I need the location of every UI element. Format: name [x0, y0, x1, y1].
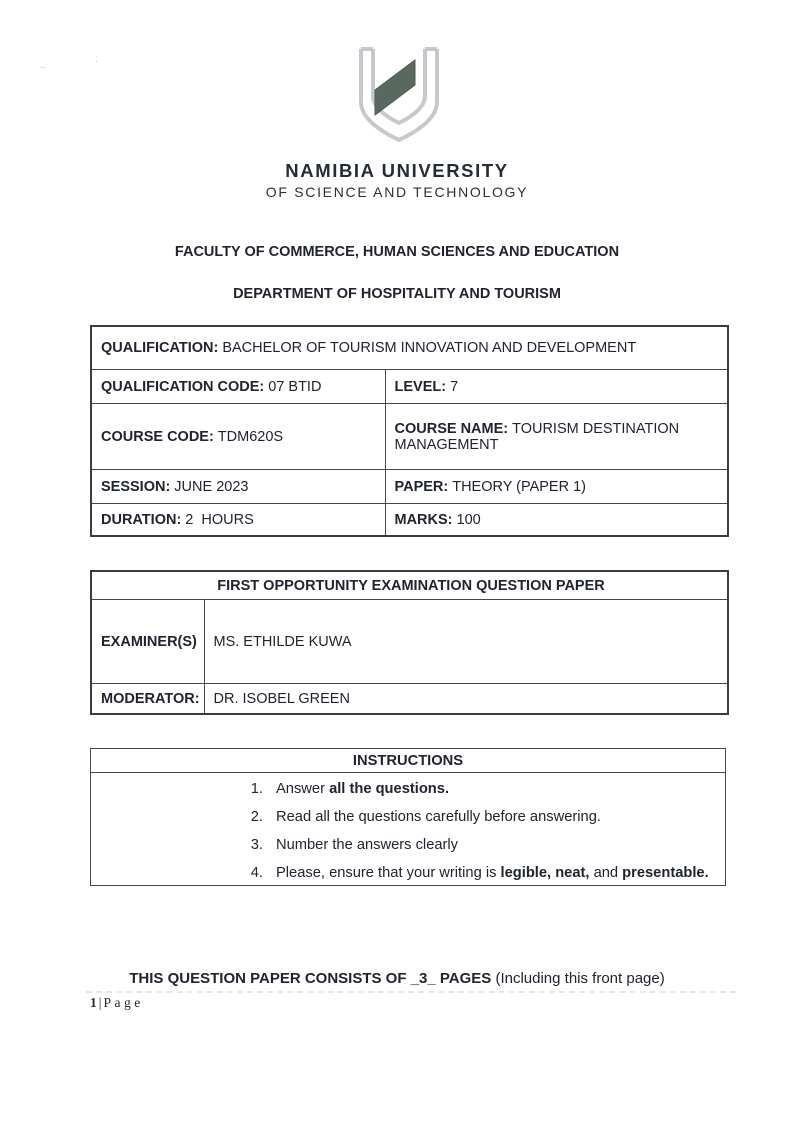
- instruction-number: 4.: [250, 865, 263, 881]
- paper-label: PAPER:: [394, 478, 449, 495]
- duration-cell: [91, 504, 385, 537]
- instruction-text: Read all the questions carefully before answering.: [276, 809, 601, 825]
- university-name: NAMIBIA UNIVERSITY: [285, 160, 509, 181]
- exam-paper-title: FIRST OPPORTUNITY EXAMINATION QUESTION PAPER: [217, 577, 605, 594]
- instruction-text: Number the answers clearly: [276, 837, 459, 853]
- qualification-label: QUALIFICATION:: [101, 340, 219, 356]
- page-count-note-regular: (Including this front page): [491, 970, 665, 987]
- examiner-value: MS. ETHILDE KUWA: [213, 633, 352, 650]
- qualification-code-cell: [91, 370, 385, 404]
- instruction-item: [241, 780, 725, 799]
- session-value: JUNE 2023: [174, 478, 249, 495]
- course-name-cell: [385, 404, 728, 470]
- shield-logo-icon: [349, 44, 449, 156]
- course-code-label: COURSE CODE:: [101, 428, 214, 445]
- table-row: [91, 504, 728, 537]
- instruction-item: [241, 836, 725, 855]
- instruction-number: 3.: [250, 837, 263, 853]
- duration-value: 2 HOURS: [185, 511, 254, 528]
- table-row: [91, 684, 728, 715]
- level-cell: [385, 370, 728, 404]
- paper-value: THEORY (PAPER 1): [452, 478, 586, 495]
- qualification-code-value: 07 BTID: [268, 378, 322, 395]
- instruction-item: [241, 864, 725, 883]
- moderator-value-cell: [204, 684, 728, 715]
- session-cell: [91, 470, 385, 504]
- examiner-table: [90, 570, 729, 715]
- scan-artifact-line: [86, 991, 736, 993]
- moderator-label: MODERATOR:: [101, 690, 200, 707]
- examiner-label: EXAMINER(S): [101, 633, 197, 650]
- marks-value: 100: [456, 511, 481, 528]
- page-count-note: [0, 970, 794, 987]
- table-row: [91, 404, 728, 470]
- university-logo: [349, 44, 449, 156]
- pencil-mark: :: [95, 54, 98, 65]
- table-row: [91, 600, 728, 684]
- examiner-label-cell: [91, 600, 204, 684]
- table-row: [91, 326, 728, 370]
- level-value: 7: [450, 378, 459, 395]
- duration-label: DURATION:: [101, 511, 182, 528]
- qualification-code-label: QUALIFICATION CODE:: [101, 378, 265, 395]
- pencil-mark: ..: [40, 60, 46, 71]
- course-name-value: TOURISM DESTINATION MANAGEMENT: [394, 420, 684, 453]
- table-row: [91, 571, 728, 600]
- course-code-cell: [91, 404, 385, 470]
- instruction-number: 1.: [250, 781, 263, 797]
- instructions-title: INSTRUCTIONS: [91, 749, 725, 773]
- session-label: SESSION:: [101, 478, 171, 495]
- course-name-label: COURSE NAME:: [394, 420, 509, 437]
- marks-cell: [385, 504, 728, 537]
- level-label: LEVEL:: [394, 378, 447, 395]
- instruction-text: Answer all the questions.: [276, 781, 450, 797]
- moderator-label-cell: [91, 684, 204, 715]
- table-row: [91, 470, 728, 504]
- page-footer-separator: |: [98, 995, 102, 1010]
- instructions-list: [91, 773, 725, 883]
- qualification-value: BACHELOR OF TOURISM INNOVATION AND DEVELOPMENT: [222, 340, 637, 356]
- qualification-cell: [91, 326, 728, 370]
- examiner-value-cell: [204, 600, 728, 684]
- marks-label: MARKS:: [394, 511, 453, 528]
- paper-cell: [385, 470, 728, 504]
- table-row: [91, 370, 728, 404]
- page-number: 1: [90, 995, 97, 1010]
- instruction-text: Please, ensure that your writing is legible, neat, and presentable.: [276, 865, 709, 881]
- exam-paper-title-cell: [91, 571, 728, 600]
- page-count-note-bold: THIS QUESTION PAPER CONSISTS OF _3_ PAGES: [129, 970, 492, 987]
- moderator-value: DR. ISOBEL GREEN: [213, 690, 350, 707]
- instructions-box: [90, 748, 726, 886]
- course-code-value: TDM620S: [217, 428, 284, 445]
- course-details-table: [90, 325, 729, 537]
- university-subtitle: OF SCIENCE AND TECHNOLOGY: [265, 184, 529, 200]
- page-footer: [90, 995, 144, 1011]
- page-footer-word: Page: [103, 995, 144, 1010]
- department-heading: DEPARTMENT OF HOSPITALITY AND TOURISM: [233, 286, 561, 302]
- faculty-heading: FACULTY OF COMMERCE, HUMAN SCIENCES AND EDUCATION: [174, 244, 620, 260]
- instruction-number: 2.: [250, 809, 263, 825]
- instruction-item: [241, 808, 725, 827]
